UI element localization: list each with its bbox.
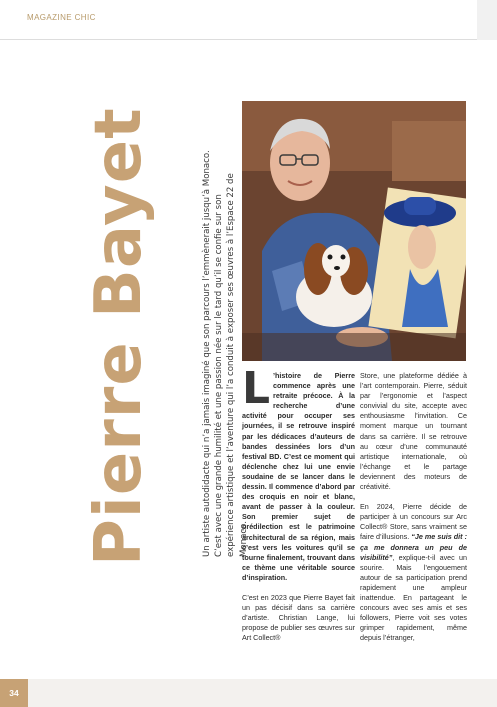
page-footer [0,679,497,707]
article-paragraph-2: C’est en 2023 que Pierre Bayet fait un pas décisif dans sa carrière d’artiste. Christian Lange, lui propose de publier ses œuvres sur Art Collect® [242,592,355,643]
article-paragraph-3: Store, une plateforme dédiée à l’art contemporain. Pierre, séduit par l’ergonomie et l’aspect convivial du site, accepte avec enthousiasme l’invitation. Ce moment marque un tournant dans sa carrière. Il se retrouve au cœur d’une communauté artistique internationale, où l’échange et le partage deviennent des moteurs de créativité. [360,371,467,492]
article-lead: ’histoire de Pierre commence après une retraite précoce. À la recherche d’une activité pour occuper ses journées, il se retrouve inspiré par les dédicaces d’auteurs de bandes dessinées lors d’un festival BD. C’est ce moment qui déclenche chez lui une envie soudaine de se lancer dans le dessin. Il commence d’abord par des croquis en noir et blanc, avant de passer à la couleur. Son premier sujet de prédilection est le patrimoine architectural de sa région, mais c’est vers les voitures qu’il se tourne finalement, trouvant dans ce thème une véritable source d’inspiration. [242,371,355,582]
article-paragraph-4-start: En 2024, Pierre décide de participer à un concours sur Arc Collect® Store, sans vraiment se faire d’illusions. [360,502,467,542]
page-number: 34 [0,679,28,707]
header-tab [477,0,497,40]
article-paragraph-4-end: , explique-t-il avec un sourire. Mais l’engouement autour de sa participation prend rapidement une ampleur inattendue. En partageant le concours avec ses amis et ses followers, Pierre voit ses votes grimper rapidement, même depuis l’étranger, [360,552,467,643]
page-header [0,0,497,40]
article-paragraph-4 [360,502,467,643]
article-column-right [360,371,467,653]
artist-photo [242,101,466,361]
article-quote: “Je me suis dit : ça me donnera un peu de visibilité” [360,532,467,562]
article-intro: Un artiste autodidacte qui n’a jamais imaginé que son parcours l’emmènerait jusqu’à Monaco. C’est avec une grande humilité et une passion née sur le tard qu’il se confie sur son expérience artistique et l’aventure qui l’a conduit à exposer ses œuvres à l’Espace 22 de Monaco. [202,150,249,557]
drop-cap: L [242,363,271,414]
article-column-left [242,363,355,653]
article-title: Pierre Bayet [82,107,156,566]
section-label: MAGAZINE CHIC [27,13,96,22]
